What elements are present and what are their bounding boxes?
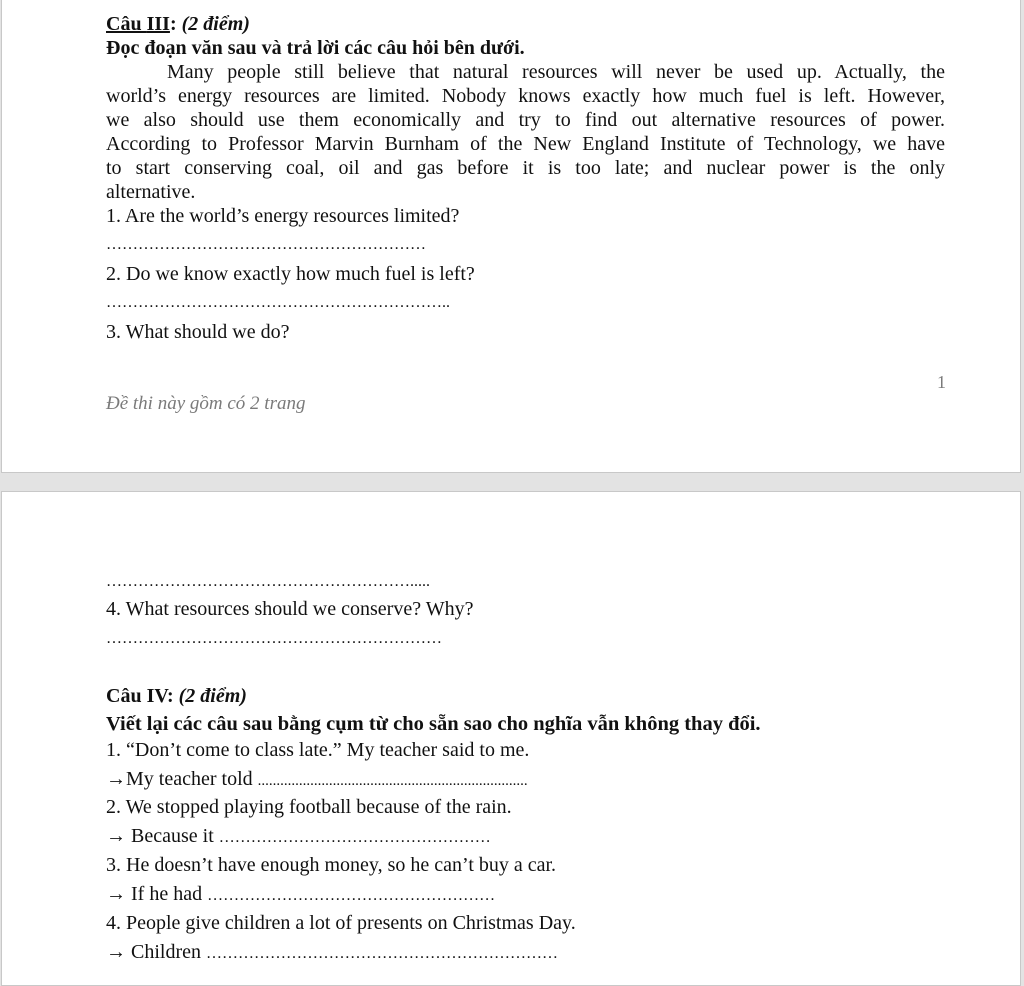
passage-line-5: to start conserving coal, oil and gas before it is too late; and nuclear power is the only: [106, 157, 945, 179]
rewrite-sentence-1: 1. “Don’t come to class late.” My teacher said to me.: [106, 739, 530, 761]
page-number: 1: [937, 372, 946, 392]
section-3-title: Câu III: (2 điểm): [106, 13, 250, 35]
rewrite-answer-2: → Because it ……………………………………………: [106, 825, 491, 847]
arrow-right-icon: →: [106, 768, 126, 790]
footer-note: Đề thi này gồm có 2 trang: [106, 393, 306, 414]
answer-line-1: ……………………………………………………: [106, 236, 426, 253]
rewrite-answer-4: → Children …………………………………………………………: [106, 941, 558, 963]
rewrite-answer-1: →My teacher told ........................................................................: [106, 768, 528, 790]
passage-line-3: we also should use them economically and try to find out alternative resources of power.: [106, 109, 945, 131]
section-4-title: Câu IV: (2 điểm): [106, 685, 247, 707]
answer-line-3: ………………………………………………….....: [106, 573, 430, 590]
answer-line-2: ………………………………………………………..: [106, 294, 450, 311]
document-page-2: [1, 491, 1021, 986]
rewrite-sentence-4: 4. People give children a lot of presents on Christmas Day.: [106, 912, 576, 934]
question-1: 1. Are the world’s energy resources limited?: [106, 205, 460, 227]
passage-line-4: According to Professor Marvin Burnham of the New England Institute of Technology, we have: [106, 133, 945, 155]
passage-line-2: world’s energy resources are limited. Nobody knows exactly how much fuel is left. However,: [106, 85, 945, 107]
arrow-right-icon: →: [106, 883, 126, 905]
question-4: 4. What resources should we conserve? Why?: [106, 598, 474, 620]
answer-line-4: ………………………………………………………: [106, 630, 442, 647]
passage-line-6: alternative.: [106, 181, 196, 203]
passage-line-1: Many people still believe that natural resources will never be used up. Actually, the: [167, 61, 945, 83]
question-2: 2. Do we know exactly how much fuel is left?: [106, 263, 475, 285]
rewrite-answer-3: → If he had ………………………………………………: [106, 883, 496, 905]
question-3: 3. What should we do?: [106, 321, 290, 343]
arrow-right-icon: →: [106, 941, 126, 963]
rewrite-sentence-2: 2. We stopped playing football because of the rain.: [106, 796, 512, 818]
rewrite-sentence-3: 3. He doesn’t have enough money, so he can’t buy a car.: [106, 854, 557, 876]
section-4-instruction: Viết lại các câu sau bằng cụm từ cho sẵn sao cho nghĩa vẫn không thay đổi.: [106, 713, 761, 735]
arrow-right-icon: →: [106, 825, 126, 847]
section-3-instruction: Đọc đoạn văn sau và trả lời các câu hỏi bên dưới.: [106, 37, 525, 59]
document-page-1: [1, 0, 1021, 473]
